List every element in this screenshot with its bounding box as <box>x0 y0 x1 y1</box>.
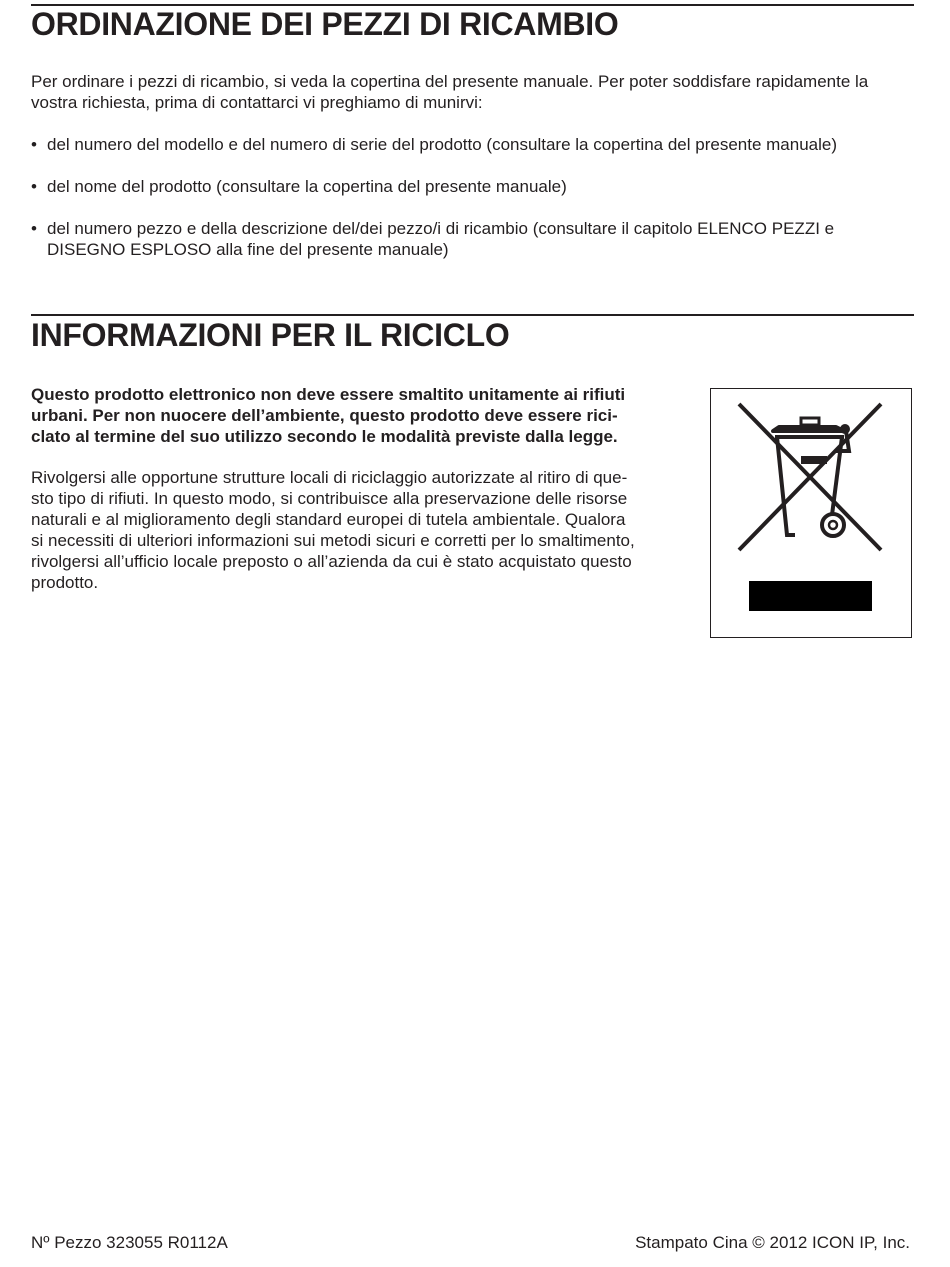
recycling-warning-paragraph <box>31 384 671 447</box>
list-item <box>31 134 911 155</box>
warning-line-1: Questo prodotto elettronico non deve essere smaltito unitamente ai rifiuti <box>31 385 626 404</box>
bullet-glyph: • <box>31 135 37 154</box>
info-line-3: naturali e al miglioramento degli standard europei di tutela ambientale. Qualora <box>31 510 626 529</box>
list-item-text-cont: DISEGNO ESPLOSO alla fine del presente manuale) <box>47 240 449 259</box>
info-line-1: Rivolgersi alle opportune strutture locali di riciclaggio autorizzate al ritiro di que- <box>31 468 628 487</box>
list-item <box>31 176 911 197</box>
heading-parts-ordering: ORDINAZIONE DEI PEZZI DI RICAMBIO <box>31 6 619 42</box>
list-item <box>31 218 911 260</box>
info-line-6: prodotto. <box>31 573 99 592</box>
bullet-glyph: • <box>31 219 37 238</box>
warning-line-3: clato al termine del suo utilizzo secondo le modalità previste dalla legge. <box>31 427 618 446</box>
list-item-text: del numero pezzo e della descrizione del/dei pezzo/i di ricambio (consultare il capitolo ELENCO PEZZI e <box>47 219 835 238</box>
crossed-out-wheelie-bin-icon <box>711 389 910 636</box>
intro-line-1: Per ordinare i pezzi di ricambio, si veda la copertina del presente manuale. Per poter soddisfare rapidamente la <box>31 72 869 91</box>
intro-line-2: vostra richiesta, prima di contattarci vi preghiamo di munirvi: <box>31 93 483 112</box>
print-copyright: Stampato Cina © 2012 ICON IP, Inc. <box>635 1233 910 1252</box>
info-line-2: sto tipo di rifiuti. In questo modo, si contribuisce alla preservazione delle risorse <box>31 489 628 508</box>
part-number: Nº Pezzo 323055 R0112A <box>31 1233 228 1252</box>
info-line-5: rivolgersi all’ufficio locale preposto o all’azienda da cui è stato acquistato questo <box>31 552 632 571</box>
list-item-text: del numero del modello e del numero di serie del prodotto (consultare la copertina del presente manuale) <box>47 135 838 154</box>
info-line-4: si necessiti di ulteriori informazioni sui metodi sicuri e corretti per lo smaltimento, <box>31 531 635 550</box>
weee-symbol-box <box>710 388 912 638</box>
recycling-info-paragraph <box>31 467 671 593</box>
bullet-list <box>31 134 911 281</box>
intro-paragraph <box>31 71 921 113</box>
bullet-glyph: • <box>31 177 37 196</box>
list-item-text: del nome del prodotto (consultare la copertina del presente manuale) <box>47 177 567 196</box>
warning-line-2: urbani. Per non nuocere dell’ambiente, questo prodotto deve essere rici- <box>31 406 618 425</box>
heading-recycling: INFORMAZIONI PER IL RICICLO <box>31 317 510 353</box>
